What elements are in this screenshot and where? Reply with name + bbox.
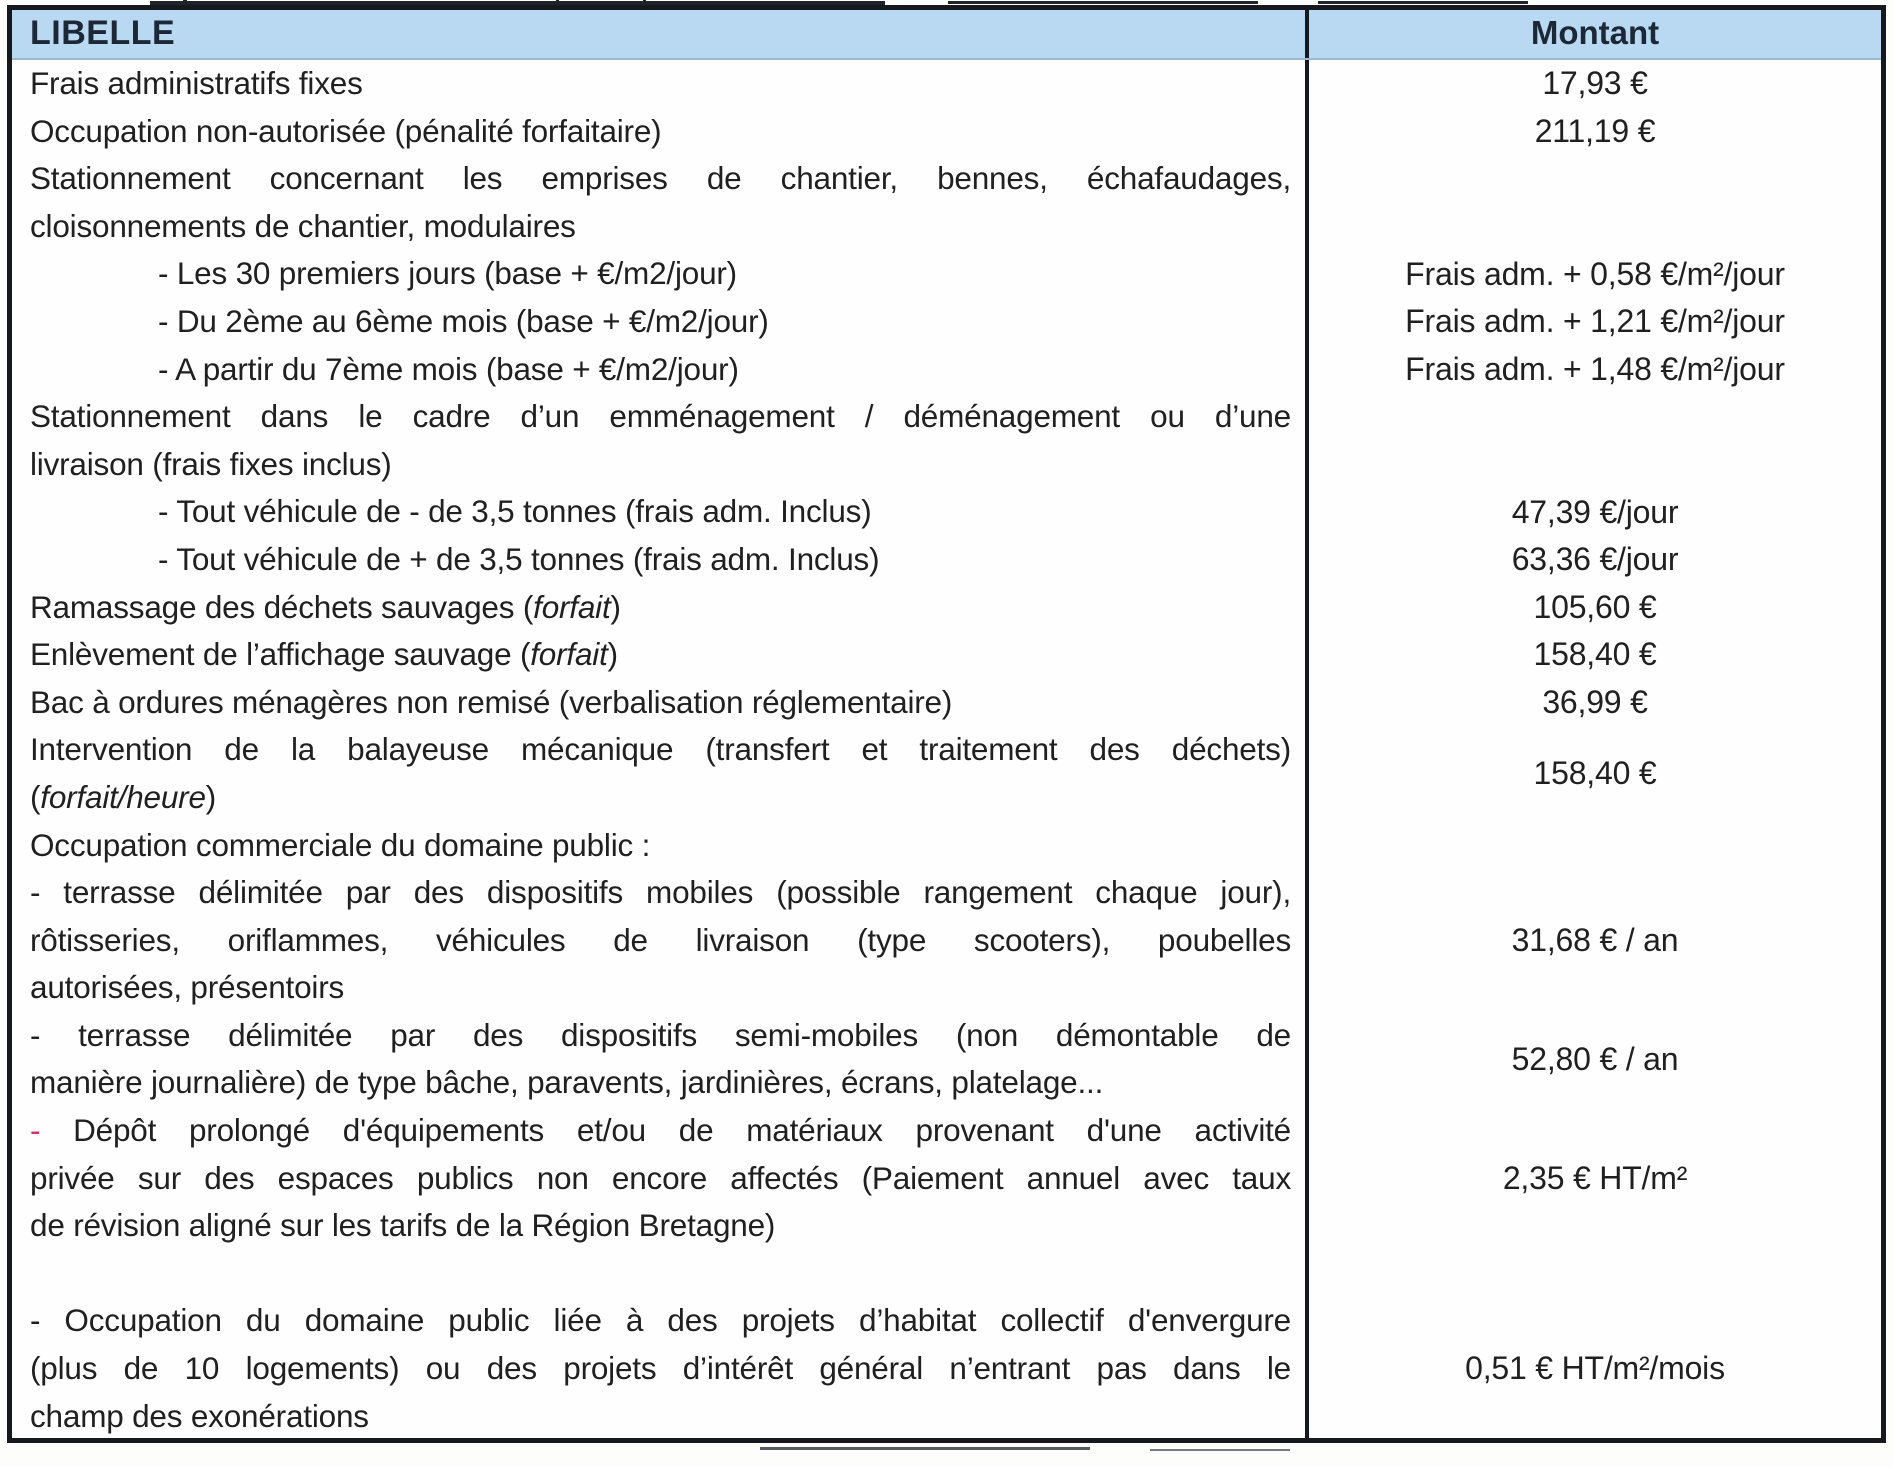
table-body xyxy=(12,60,1881,1440)
column-header-montant: Montant xyxy=(1305,10,1881,58)
label-cell: - Les 30 premiers jours (base + €/m2/jour) xyxy=(158,255,737,292)
amount-cell: 105,60 € xyxy=(1305,584,1881,632)
table-row xyxy=(12,298,1881,346)
amount-cell: 158,40 € xyxy=(1305,631,1881,679)
amount-cell: 17,93 € xyxy=(1305,60,1881,108)
table-row xyxy=(12,822,1881,870)
table-row xyxy=(12,250,1881,298)
label-cell: Bac à ordures ménagères non remisé (verbalisation réglementaire) xyxy=(30,683,953,720)
amount-cell xyxy=(1305,1250,1881,1298)
amount-cell xyxy=(1305,822,1881,870)
table-row xyxy=(12,679,1881,727)
label-cell: Stationnement dans le cadre d’un emménagement / déménagement ou d’une livraison (frais fixes inclus) xyxy=(30,398,1291,482)
table-row xyxy=(12,60,1881,108)
amount-cell: 211,19 € xyxy=(1305,108,1881,156)
amount-cell xyxy=(1305,393,1881,488)
table-row xyxy=(12,631,1881,679)
label-cell: - A partir du 7ème mois (base + €/m2/jour) xyxy=(158,350,739,387)
label-cell: - Dépôt prolongé d'équipements et/ou de matériaux provenant d'une activité privée sur des espaces publics non encore affectés (Paiement annuel avec taux de révision aligné sur les tarifs de la Région Bretagne) xyxy=(30,1112,1291,1244)
amount-cell: 0,51 € HT/m²/mois xyxy=(1305,1297,1881,1440)
label-cell: Occupation non-autorisée (pénalité forfaitaire) xyxy=(30,112,662,149)
scan-artifact xyxy=(1318,1,1528,4)
amount-cell: Frais adm. + 1,48 €/m²/jour xyxy=(1305,346,1881,394)
amount-cell: Frais adm. + 1,21 €/m²/jour xyxy=(1305,298,1881,346)
table-header-row xyxy=(12,10,1881,60)
label-cell: - Tout véhicule de + de 3,5 tonnes (frais adm. Inclus) xyxy=(158,540,880,577)
amount-cell: 52,80 € / an xyxy=(1305,1012,1881,1107)
table-row xyxy=(12,1012,1881,1107)
table-row xyxy=(12,536,1881,584)
label-cell: - terrasse délimitée par des dispositifs mobiles (possible rangement chaque jour), rôtisseries, oriflammes, véhicules de livraison (type scooters), poubelles autorisées, présentoirs xyxy=(30,874,1291,1006)
amount-cell: 158,40 € xyxy=(1305,726,1881,821)
scan-artifact xyxy=(760,1447,1090,1450)
label-cell: - Du 2ème au 6ème mois (base + €/m2/jour) xyxy=(158,302,769,339)
table-row xyxy=(12,346,1881,394)
scan-artifact xyxy=(948,1,1258,4)
amount-cell: Frais adm. + 0,58 €/m²/jour xyxy=(1305,250,1881,298)
tariff-table xyxy=(7,5,1886,1443)
table-row xyxy=(12,1250,1881,1298)
label-cell: Enlèvement de l’affichage sauvage (forfait) xyxy=(30,636,618,673)
scan-artifact xyxy=(1150,1449,1290,1451)
amount-cell: 36,99 € xyxy=(1305,679,1881,727)
label-cell: - terrasse délimitée par des dispositifs semi-mobiles (non démontable de manière journalière) de type bâche, paravents, jardinières, écrans, platelage... xyxy=(30,1016,1291,1101)
table-row xyxy=(12,584,1881,632)
amount-cell: 31,68 € / an xyxy=(1305,869,1881,1012)
label-cell: Ramassage des déchets sauvages (forfait) xyxy=(30,588,621,625)
table-row xyxy=(12,155,1881,250)
table-row xyxy=(12,1297,1881,1440)
amount-cell: 2,35 € HT/m² xyxy=(1305,1107,1881,1250)
table-row xyxy=(12,488,1881,536)
table-row xyxy=(12,1107,1881,1250)
amount-cell: 63,36 €/jour xyxy=(1305,536,1881,584)
label-cell: Intervention de la balayeuse mécanique (transfert et traitement des déchets) (forfait/heure) xyxy=(30,731,1291,815)
amount-cell xyxy=(1305,155,1881,250)
table-row xyxy=(12,726,1881,821)
label-cell: - Occupation du domaine public liée à des projets d’habitat collectif d'envergure (plus de 10 logements) ou des projets d’intérêt général n’entrant pas dans le champ des exonérations xyxy=(30,1302,1291,1434)
label-cell: Frais administratifs fixes xyxy=(30,65,363,101)
label-cell: Occupation commerciale du domaine public : xyxy=(30,826,651,863)
label-cell xyxy=(12,1250,1305,1298)
column-header-libelle: LIBELLE xyxy=(30,14,176,52)
label-cell: - Tout véhicule de - de 3,5 tonnes (frais adm. Inclus) xyxy=(158,493,872,530)
table-row xyxy=(12,393,1881,488)
table-row xyxy=(12,869,1881,1012)
table-row xyxy=(12,108,1881,156)
amount-cell: 47,39 €/jour xyxy=(1305,488,1881,536)
label-cell: Stationnement concernant les emprises de chantier, bennes, échafaudages, cloisonnements de chantier, modulaires xyxy=(30,160,1291,244)
